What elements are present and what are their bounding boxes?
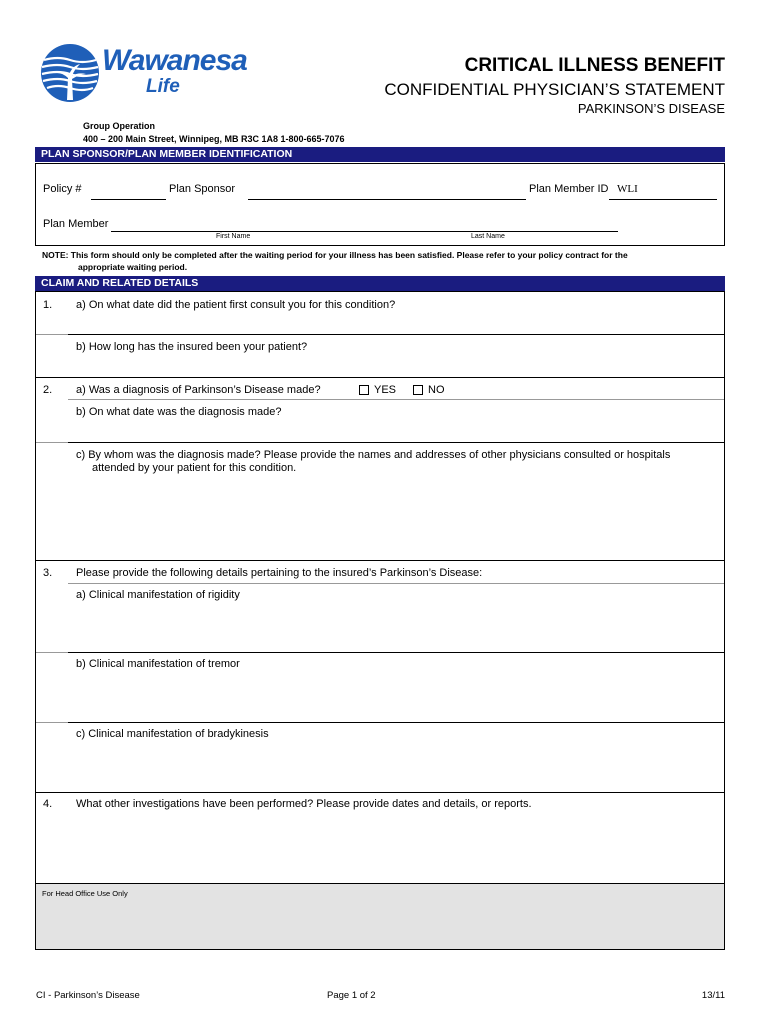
sponsor-field[interactable] xyxy=(248,199,526,200)
section-identification-heading: PLAN SPONSOR/PLAN MEMBER IDENTIFICATION xyxy=(35,147,725,162)
q3-number: 3. xyxy=(43,567,53,579)
member-id-label: Plan Member ID xyxy=(529,183,609,195)
q3a-answer-area[interactable] xyxy=(68,652,724,653)
no-label: NO xyxy=(428,384,445,396)
head-office-label: For Head Office Use Only xyxy=(42,889,128,898)
note-line-2: appropriate waiting period. xyxy=(78,262,188,272)
first-name-caption: First Name xyxy=(216,233,251,240)
q1a-text: a) On what date did the patient first consult you for this condition? xyxy=(76,299,396,311)
footer-version: 13/11 xyxy=(701,990,725,1001)
section-claim-heading: CLAIM AND RELATED DETAILS xyxy=(35,276,725,291)
group-address: 400 – 200 Main Street, Winnipeg, MB R3C 1A8 1-800-665-7076 xyxy=(83,134,345,144)
q3b-answer-area[interactable] xyxy=(68,722,724,723)
no-checkbox[interactable] xyxy=(413,385,423,395)
q2c-answer-area[interactable] xyxy=(36,560,724,561)
q2-number: 2. xyxy=(43,384,53,396)
q4-text: What other investigations have been performed? Please provide dates and details, or reports. xyxy=(76,798,532,810)
note-line-1: NOTE: This form should only be completed after the waiting period for your illness has been satisfied. Please refer to your policy contract for the xyxy=(42,250,628,260)
q2b-answer-line[interactable] xyxy=(68,442,724,443)
claim-box xyxy=(35,291,725,950)
q3-text: Please provide the following details pertaining to the insured’s Parkinson’s Disease: xyxy=(76,567,483,579)
q1b-text: b) How long has the insured been your patient? xyxy=(76,341,308,353)
logo-wordmark: Wawanesa xyxy=(102,44,247,77)
head-office-area xyxy=(36,884,724,949)
q2c-text-1: c) By whom was the diagnosis made? Please provide the names and addresses of other physicians consulted or hospitals xyxy=(76,449,671,461)
last-name-field[interactable] xyxy=(356,231,618,232)
q2c-text-2: attended by your patient for this condition. xyxy=(92,462,297,474)
q3a-text: a) Clinical manifestation of rigidity xyxy=(76,589,240,601)
member-id-field[interactable] xyxy=(609,199,717,200)
q3c-answer-area[interactable] xyxy=(36,792,724,793)
member-id-value: WLI xyxy=(617,183,638,195)
policy-field[interactable] xyxy=(91,199,166,200)
sponsor-label: Plan Sponsor xyxy=(169,183,236,195)
q2a-text: a) Was a diagnosis of Parkinson’s Disease made? xyxy=(76,384,321,396)
last-name-caption: Last Name xyxy=(471,233,505,240)
q3c-text: c) Clinical manifestation of bradykinesis xyxy=(76,728,269,740)
yes-checkbox[interactable] xyxy=(359,385,369,395)
form-title: CRITICAL ILLNESS BENEFIT xyxy=(464,55,725,76)
member-label: Plan Member xyxy=(43,218,109,230)
first-name-field[interactable] xyxy=(111,231,356,232)
waiting-period-note xyxy=(42,249,722,273)
q3b-text: b) Clinical manifestation of tremor xyxy=(76,658,240,670)
group-name: Group Operation xyxy=(83,121,155,131)
q2b-text: b) On what date was the diagnosis made? xyxy=(76,406,282,418)
form-disease: PARKINSON’S DISEASE xyxy=(577,101,725,116)
footer-page-number: Page 1 of 2 xyxy=(327,990,376,1001)
q4-number: 4. xyxy=(43,798,53,810)
yes-label: YES xyxy=(374,384,397,396)
q1a-answer-line[interactable] xyxy=(68,334,724,335)
logo-sub: Life xyxy=(146,76,180,97)
q1b-answer-line[interactable] xyxy=(36,377,724,378)
wawanesa-logo xyxy=(38,42,268,104)
q1-number: 1. xyxy=(43,299,53,311)
footer-form-name: CI - Parkinson’s Disease xyxy=(36,990,140,1001)
form-subtitle: CONFIDENTIAL PHYSICIAN’S STATEMENT xyxy=(384,80,725,99)
group-operation xyxy=(83,120,345,146)
policy-label: Policy # xyxy=(43,183,82,195)
identification-box xyxy=(35,163,725,246)
